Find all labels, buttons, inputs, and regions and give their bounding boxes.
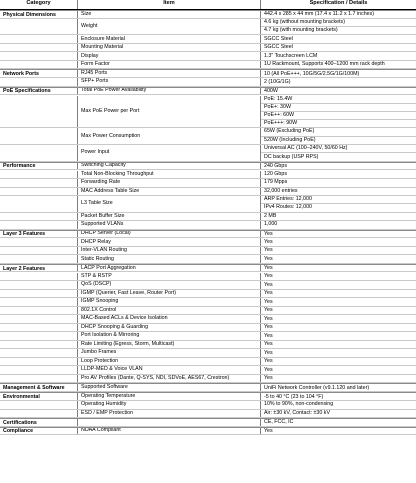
spec-cell: Yes xyxy=(264,281,273,288)
spec-cell: 10% to 90%, non-condensing xyxy=(264,401,334,408)
spec-cell: Yes xyxy=(264,265,273,272)
header-row xyxy=(0,0,416,10)
item-cell: Enclosure Material xyxy=(81,35,125,42)
spec-cell: Yes xyxy=(264,315,273,322)
item-cell: Power Input xyxy=(81,149,110,156)
category-cell xyxy=(0,366,77,374)
item-cell: NDAA Compliant xyxy=(81,427,121,434)
spec-cell: 520W (Including PoE) xyxy=(264,136,316,143)
spec-cell: Yes xyxy=(264,273,273,280)
table-row xyxy=(0,213,416,222)
spec-cell: Yes xyxy=(264,230,273,237)
spec-cell: 442.4 x 285 x 44 mm (17.4 x 11.2 x 1.7 inches) xyxy=(264,11,375,18)
category-cell xyxy=(0,358,77,366)
category-cell xyxy=(0,290,77,298)
spec-cell: Yes xyxy=(264,428,273,435)
item-cell: LLDP-MED & Voice VLAN xyxy=(81,366,143,373)
spec-cell: 1,000 xyxy=(264,221,278,228)
item-cell: Inter-VLAN Routing xyxy=(81,247,127,254)
spec-cell: 2 (10G/1G) xyxy=(264,78,291,85)
category-cell xyxy=(0,349,77,357)
item-cell: Max Power Consumption xyxy=(81,132,141,139)
item-cell: Total Non-Blocking Throughput xyxy=(81,170,154,177)
table-row xyxy=(0,315,416,324)
spec-cell: Yes xyxy=(264,238,273,245)
spec-cell: Yes xyxy=(264,290,273,297)
spec-cell: Yes xyxy=(264,358,273,365)
table-row xyxy=(0,264,416,273)
item-cell: Max PoE Power per Port xyxy=(81,107,140,114)
spec-cell: 1.3" Touchscreen LCM xyxy=(264,52,318,59)
category-cell xyxy=(0,410,77,418)
spec-cell: -5 to 40 °C (23 to 104 °F) xyxy=(264,393,324,400)
table-row xyxy=(0,290,416,299)
item-cell: STP & RSTP xyxy=(81,272,112,279)
spec-cell: Yes xyxy=(264,349,273,356)
category-cell: Management & Software xyxy=(3,384,65,391)
table-row xyxy=(0,281,416,290)
item-cell: IGMP Snooping xyxy=(81,298,119,305)
category-cell xyxy=(0,341,77,349)
category-cell xyxy=(0,188,77,196)
category-cell xyxy=(0,221,77,229)
item-cell: MAC-Based ACLs & Device Isolation xyxy=(81,315,168,322)
item-cell: Mounting Material xyxy=(81,44,124,51)
spec-cell: Yes xyxy=(264,324,273,331)
item-cell: IGMP (Querier, Fast Leave, Router Port) xyxy=(81,289,176,296)
header-spec: Specification / Details xyxy=(309,0,368,7)
item-cell: Operating Humidity xyxy=(81,401,127,408)
spec-cell: PoE+: 30W xyxy=(261,104,416,112)
spec-cell: DC backup (USP RPS) xyxy=(264,153,319,160)
spec-cell: CE, FCC, IC xyxy=(264,419,294,426)
header-category: Category xyxy=(26,0,51,7)
table-row xyxy=(0,273,416,282)
category-cell xyxy=(0,315,77,323)
spec-cell: IPv4 Routes: 12,000 xyxy=(264,204,312,211)
item-cell: Port Isolation & Mirroring xyxy=(81,332,140,339)
item-cell: Switching Capacity xyxy=(81,162,126,169)
item-cell: Form Factor xyxy=(81,61,110,68)
table-row xyxy=(0,298,416,307)
item-cell xyxy=(78,419,260,426)
table-row xyxy=(0,96,416,129)
table-row xyxy=(0,324,416,333)
item-cell: Packet Buffer Size xyxy=(81,212,125,219)
category-cell xyxy=(0,78,77,86)
table-row xyxy=(0,307,416,316)
table-row xyxy=(0,332,416,341)
item-cell: LACP Port Aggregation xyxy=(81,264,136,271)
category-cell xyxy=(0,44,77,52)
table-row xyxy=(0,44,416,53)
category-cell xyxy=(0,298,77,306)
category-cell: Certifications xyxy=(3,419,37,426)
spec-cell: 10 (All PoE+++, 10G/5G/2.5G/1G/100M) xyxy=(264,70,360,77)
table-row xyxy=(0,375,416,384)
spec-cell: SGCC Steel xyxy=(264,35,293,42)
category-cell: PoE Specifications xyxy=(3,88,51,95)
category-cell xyxy=(0,273,77,281)
table-row xyxy=(0,35,416,44)
table-row xyxy=(0,383,416,392)
table-row xyxy=(0,410,416,419)
table-row xyxy=(0,10,416,19)
category-cell xyxy=(0,281,77,289)
item-cell: DHCP Server (Local) xyxy=(81,230,131,237)
spec-cell: Yes xyxy=(264,366,273,373)
spec-cell: Yes xyxy=(264,341,273,348)
table-row xyxy=(0,196,416,213)
spec-cell: Yes xyxy=(264,375,273,382)
item-cell: DHCP Snooping & Guarding xyxy=(81,323,149,330)
item-cell: Forwarding Rate xyxy=(81,179,121,186)
table-row xyxy=(0,69,416,78)
table-row xyxy=(0,392,416,401)
category-cell xyxy=(0,171,77,179)
item-cell: Supported VLANs xyxy=(81,221,124,228)
spec-cell: 400W xyxy=(264,88,278,95)
table-row xyxy=(0,221,416,230)
category-cell xyxy=(0,324,77,332)
category-cell xyxy=(0,52,77,60)
table-row xyxy=(0,401,416,410)
item-cell: Rate Limiting (Egress, Storm, Multicast) xyxy=(81,340,175,347)
table-row xyxy=(0,52,416,61)
spec-cell: 2 MB xyxy=(264,212,277,219)
category-cell xyxy=(0,179,77,187)
category-cell: Environmental xyxy=(3,393,40,400)
category-cell: Layer 2 Features xyxy=(3,265,46,272)
spec-cell: UniFi Network Controller (v9.1.120 and later) xyxy=(264,384,370,391)
item-cell: Jumbo Frames xyxy=(81,349,117,356)
item-cell: DHCP Relay xyxy=(81,238,111,245)
item-cell: Loop Protection xyxy=(81,357,119,364)
category-cell xyxy=(0,196,77,212)
category-cell: Network Ports xyxy=(3,71,39,77)
spec-cell: 32,000 entries xyxy=(264,187,298,194)
table-row xyxy=(0,145,416,162)
table-row xyxy=(0,427,416,436)
item-cell: Operating Temperature xyxy=(81,393,136,399)
category-cell xyxy=(0,375,77,383)
spec-cell: ARP Entries: 12,000 xyxy=(261,196,416,204)
spec-cell: Yes xyxy=(264,332,273,339)
item-cell: 802.1X Control xyxy=(81,306,117,313)
table-row xyxy=(0,255,416,264)
spec-cell: Yes xyxy=(264,298,273,305)
category-cell: Performance xyxy=(3,163,36,170)
table-row xyxy=(0,366,416,375)
item-cell: Supported Software xyxy=(81,384,128,390)
table-row xyxy=(0,188,416,197)
item-cell: Static Routing xyxy=(81,255,114,262)
spec-cell: PoE: 15.4W xyxy=(261,96,416,104)
header-item: Item xyxy=(163,0,175,7)
spec-cell: Yes xyxy=(264,247,273,254)
item-cell: L3 Table Size xyxy=(81,200,113,207)
category-cell xyxy=(0,213,77,221)
item-cell: Total PoE Power Availability xyxy=(81,87,147,94)
spec-cell: SGCC Steel xyxy=(264,44,293,51)
category-cell xyxy=(0,35,77,43)
table-row xyxy=(0,238,416,247)
category-cell xyxy=(0,247,77,255)
category-cell xyxy=(0,238,77,246)
item-cell: QoS (DSCP) xyxy=(81,281,112,288)
category-cell xyxy=(0,145,77,161)
spec-cell: 179 Mpps xyxy=(264,179,288,186)
category-cell xyxy=(0,332,77,340)
spec-cell: PoE+++: 90W xyxy=(264,120,298,127)
spec-cell: 4.6 kg (without mounting brackets) xyxy=(261,19,416,27)
spec-cell: PoE++: 60W xyxy=(261,112,416,120)
item-cell: MAC Address Table Size xyxy=(81,187,140,194)
item-cell: SFP+ Ports xyxy=(81,78,109,85)
category-cell xyxy=(0,307,77,315)
item-cell: Size xyxy=(81,11,92,17)
category-cell xyxy=(0,61,77,69)
spec-cell: 4.7 kg (with mounting brackets) xyxy=(264,27,338,34)
table-row xyxy=(0,418,416,427)
spec-cell: Yes xyxy=(264,255,273,262)
table-row xyxy=(0,230,416,239)
category-cell xyxy=(0,401,77,409)
spec-cell: Universal AC (100–240V, 50/60 Hz) xyxy=(261,145,416,153)
spec-cell: Yes xyxy=(264,307,273,314)
category-cell: Physical Dimensions xyxy=(3,11,56,18)
table-row xyxy=(0,87,416,96)
category-cell xyxy=(0,19,77,35)
category-cell xyxy=(0,255,77,263)
item-cell: RJ45 Ports xyxy=(81,70,108,77)
table-row xyxy=(0,19,416,36)
spec-cell: Air: ±30 kV, Contact: ±30 kV xyxy=(264,409,330,416)
spec-cell: 120 Gbps xyxy=(264,170,287,177)
table-row xyxy=(0,341,416,350)
table-row xyxy=(0,358,416,367)
table-row xyxy=(0,162,416,171)
category-cell xyxy=(0,96,77,128)
item-cell: Display xyxy=(81,52,99,59)
item-cell: Weight xyxy=(81,22,98,29)
table-row xyxy=(0,128,416,145)
spec-cell: 240 Gbps xyxy=(264,163,287,170)
table-row xyxy=(0,78,416,87)
category-cell: Compliance xyxy=(3,428,34,435)
category-cell: Layer 3 Features xyxy=(3,231,46,238)
table-row xyxy=(0,171,416,180)
spec-cell: 1U Rackmount, Supports 400–1200 mm rack depth xyxy=(264,61,385,68)
category-cell xyxy=(0,128,77,144)
table-row xyxy=(0,61,416,70)
table-row xyxy=(0,349,416,358)
table-row xyxy=(0,247,416,256)
spec-cell: 65W (Excluding PoE) xyxy=(261,128,416,136)
item-cell: ESD / EMP Protection xyxy=(81,409,134,416)
table-row xyxy=(0,179,416,188)
item-cell: Pro AV Profiles (Dante, Q-SYS, NDI, SDVoE, AES67, Crestron) xyxy=(81,374,230,381)
